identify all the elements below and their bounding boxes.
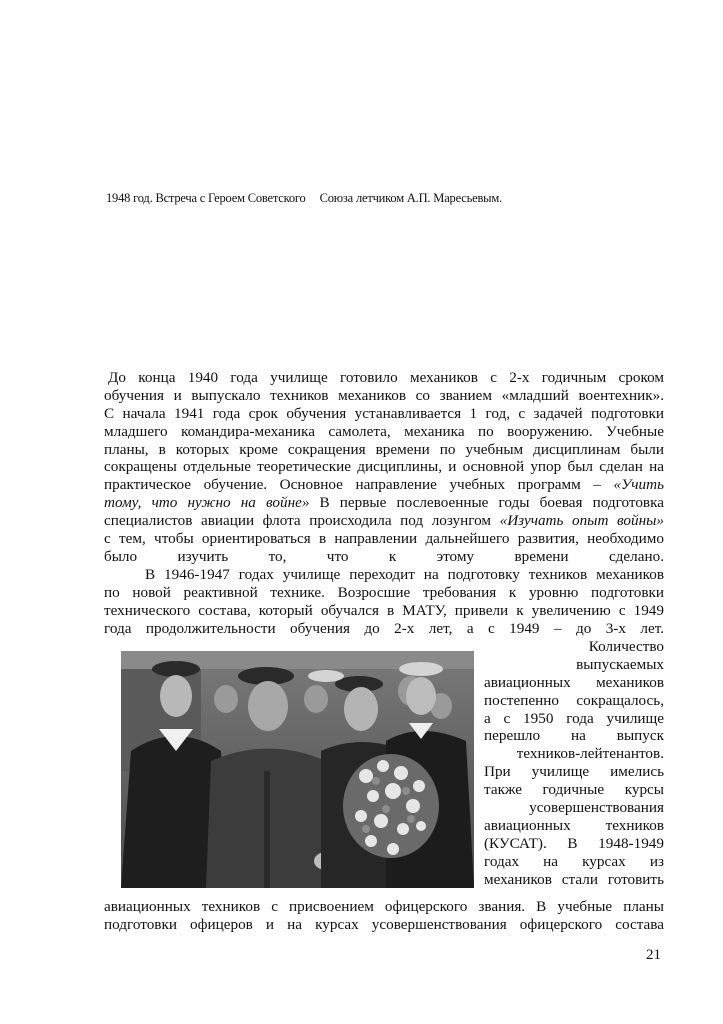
text-line: было изучить то, что к этому времени сделано. [104,547,664,565]
text-line [104,476,664,494]
text-line: технического состава, который обучался в МАТУ, привели к увеличению с 1949 [104,601,664,619]
text-line: с тем, чтобы ориентироваться в направлении дальнейшего развития, необходимо [104,530,664,548]
historical-photo [121,651,474,888]
text-line: авиационных техников с присвоением офицерского звания. В учебные планы [104,898,664,915]
text-fragment: В первые послевоенные годы боевая подготовка [309,494,664,512]
text-line: сокращены отдельные теоретические дисциплины, и основной упор был сделан на [104,458,664,476]
text-line: усовершенствования [529,799,664,817]
page-number: 21 [646,947,661,963]
text-line: подготовки офицеров и на курсах усовершенствования офицерского состава [104,915,664,933]
italic-quote: «Учить [613,476,664,494]
text-line: Количество [588,638,664,655]
text-fragment: практическое обучение. Основное направление учебных программ – [104,476,614,494]
text-line: механиков стали готовить [484,870,664,888]
text-line: При училище имелись [484,763,664,781]
text-wrap-column [484,638,664,888]
text-fragment: специалистов авиации флота происходила под лозунгом [104,512,500,530]
italic-quote: тому, что нужно на войне» [104,494,310,512]
text-line: а с 1950 года училище [484,709,664,727]
text-line: выпускаемых [576,655,664,673]
text-line: года продолжительности обучения до 2-х лет, а с 1949 – до 3-х лет. [104,619,664,637]
text-line [104,494,664,512]
text-line: (КУСАТ). В 1948-1949 [484,834,664,852]
text-line: также годичные курсы [484,781,664,799]
paragraph-1 [104,369,664,566]
text-line: постепенно сокращалось, [484,691,664,709]
text-line [104,512,664,530]
paragraph-2 [104,566,664,638]
text-line: С начала 1941 года срок обучения устанавливается 1 год, с задачей подготовки [104,404,664,422]
text-line: авиационных техников [484,816,664,834]
text-line: по новой реактивной технике. Возросшие требования к уровню подготовки [104,583,664,601]
caption-part-2: Союза летчиком А.П. Маресьевым. [319,191,502,205]
text-line: младшего командира-механика самолета, механика по вооружению. Учебные [104,422,664,440]
text-line: авиационных механиков [484,673,664,691]
text-line: техников-лейтенантов. [516,745,664,763]
text-line: планы, в которых кроме сокращения времени по учебным дисциплинам были [104,440,664,458]
text-line: перешло на выпуск [484,727,664,745]
paragraph-2-continued [104,898,664,934]
caption-part-1: 1948 год. Встреча с Героем Советского [106,191,306,205]
text-line: В 1946-1947 годах училище переходит на подготовку техников механиков [145,566,664,583]
italic-quote: «Изучать опыт войны» [499,512,664,530]
text-line: годах на курсах из [484,852,664,870]
text-line: До конца 1940 года училище готовило механиков с 2-х годичным сроком [108,369,664,386]
text-line: обучения и выпускало техников механиков со званием «младший воентехник». [104,386,664,404]
photo-caption [106,191,502,206]
